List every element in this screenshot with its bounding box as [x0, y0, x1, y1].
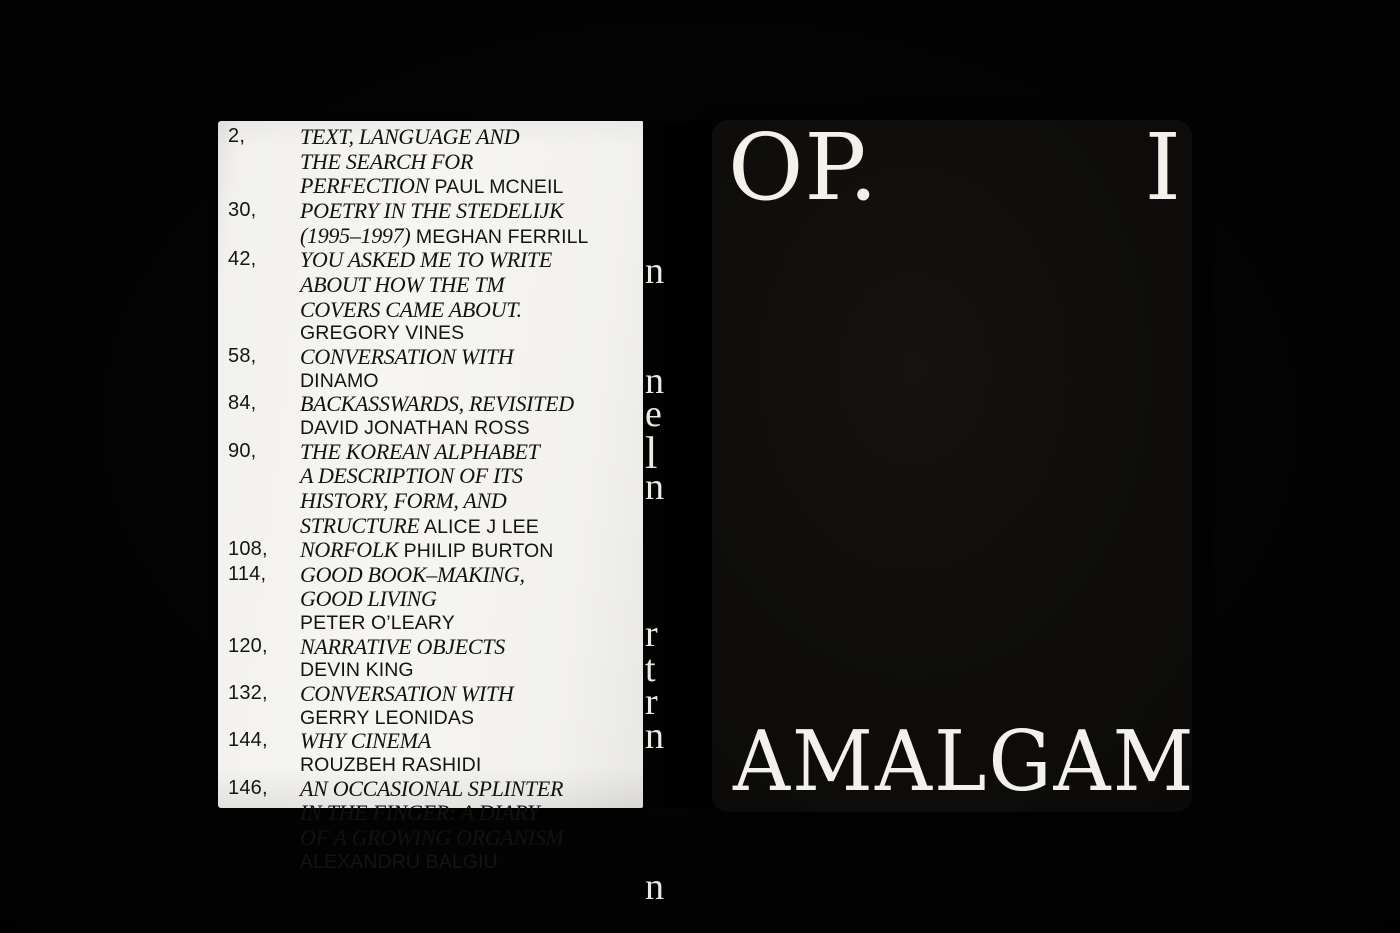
toc-line: [300, 512, 639, 540]
toc-entry: [228, 393, 639, 440]
gutter-ghost-letter: r: [645, 613, 658, 655]
toc-entry: [228, 126, 639, 200]
toc-entry-lines: [300, 393, 639, 440]
toc-line: [300, 343, 639, 371]
toc-title-segment: POETRY IN THE STEDELIJK: [300, 197, 564, 223]
toc-entry-lines: [300, 249, 639, 346]
toc-title-segment: GOOD LIVING: [300, 586, 437, 612]
toc-page-number: 144,: [228, 729, 268, 752]
toc-line: [300, 148, 639, 176]
toc-author: GREGORY VINES: [300, 322, 465, 345]
gutter-ghost-letter: n: [645, 866, 664, 908]
toc-title-segment: HISTORY, FORM, AND: [300, 487, 507, 513]
toc-entry: [228, 683, 639, 730]
toc-line: [300, 197, 639, 225]
toc-line: [300, 539, 639, 564]
toc-line: [300, 438, 639, 466]
toc-line: [300, 487, 639, 515]
toc-line: [300, 323, 639, 346]
toc-entry-lines: [300, 343, 639, 393]
gutter-ghost-letter: n: [645, 715, 664, 757]
toc-entry-lines: [300, 197, 639, 249]
toc-line: [300, 633, 639, 661]
toc-title-segment: A DESCRIPTION OF ITS: [300, 463, 523, 489]
toc-entry-lines: [300, 438, 639, 540]
toc-title-segment: GOOD BOOK–MAKING,: [300, 561, 525, 587]
toc-line: [300, 126, 639, 151]
toc-page-number: 2,: [228, 125, 246, 147]
toc-line: [300, 660, 639, 683]
toc-entry-lines: [300, 683, 639, 730]
toc-page: [218, 121, 643, 873]
toc-line: [300, 561, 639, 589]
toc-line: [300, 371, 639, 394]
toc-line: [300, 175, 639, 200]
toc-entry-lines: [300, 633, 639, 683]
toc-author: PAUL MCNEIL: [429, 176, 564, 199]
toc-title-segment: YOU ASKED ME TO WRITE: [300, 247, 553, 273]
toc-title-segment: TEXT, LANGUAGE AND: [300, 124, 520, 149]
table-of-contents: [228, 126, 639, 874]
issue-numeral: I: [1144, 114, 1181, 221]
toc-title-segment: NARRATIVE OBJECTS: [300, 633, 505, 659]
toc-entry: [228, 343, 639, 393]
toc-line: [300, 802, 639, 827]
toc-title-segment: WHY CINEMA: [300, 728, 431, 754]
toc-author: GERRY LEONIDAS: [300, 706, 475, 729]
toc-line: [300, 393, 639, 418]
toc-entry: [228, 561, 639, 636]
toc-entry: [228, 539, 639, 564]
toc-author: PHILIP BURTON: [398, 540, 554, 563]
toc-line: [300, 418, 639, 441]
toc-entry: [228, 775, 639, 875]
toc-title-segment: IN THE FINGER: A DIARY: [300, 800, 540, 826]
toc-line: [300, 296, 639, 324]
masthead-title: OP.: [728, 114, 879, 221]
toc-line: [300, 613, 639, 636]
toc-line: [300, 730, 639, 755]
toc-line: [300, 827, 639, 852]
page-gutter: [643, 121, 712, 908]
toc-page-number: 120,: [228, 634, 268, 657]
gutter-ghost-letter: n: [645, 250, 664, 292]
gutter-ghost-letter: r: [645, 681, 658, 723]
toc-title-segment: CONVERSATION WITH: [300, 681, 514, 707]
toc-title-segment: THE SEARCH FOR: [300, 148, 474, 174]
toc-line: [300, 683, 639, 708]
toc-entry: [228, 438, 639, 540]
toc-author: ALEXANDRU BALGIU: [300, 850, 498, 873]
toc-line: [300, 775, 639, 803]
toc-page-number: 90,: [228, 439, 257, 462]
toc-page-number: 42,: [228, 248, 257, 271]
toc-entry: [228, 197, 639, 249]
toc-line: [300, 271, 639, 299]
toc-line: [300, 249, 639, 274]
toc-title-segment: BACKASSWARDS, REVISITED: [300, 391, 574, 417]
toc-title-segment: STRUCTURE: [300, 512, 420, 538]
gutter-ghost-letter: n: [645, 466, 664, 508]
toc-page-number: 146,: [228, 776, 268, 799]
toc-page-number: 58,: [228, 344, 257, 367]
toc-entry-lines: [300, 539, 639, 564]
toc-author: PETER O’LEARY: [300, 612, 455, 635]
cover-title: AMALGAM: [733, 713, 1196, 811]
toc-line: [300, 708, 639, 731]
toc-title-segment: AN OCCASIONAL SPLINTER: [300, 775, 564, 801]
toc-author: ALICE J LEE: [419, 515, 539, 538]
toc-author: DEVIN KING: [300, 659, 414, 682]
toc-entry: [228, 249, 639, 346]
toc-title-segment: CONVERSATION WITH: [300, 343, 514, 369]
cover-page: [712, 114, 1196, 812]
toc-line: [300, 852, 639, 875]
toc-line: [300, 222, 639, 250]
toc-entry: [228, 633, 639, 683]
toc-author: MEGHAN FERRILL: [410, 225, 589, 248]
toc-author: DAVID JONATHAN ROSS: [300, 416, 530, 439]
toc-entry-lines: [300, 775, 639, 875]
toc-entry-lines: [300, 561, 639, 636]
gutter-ghost-letter: e: [645, 393, 662, 435]
gutter-ghost-letter: l: [645, 428, 658, 478]
toc-line: [300, 588, 639, 613]
toc-author: ROUZBEH RASHIDI: [300, 754, 482, 777]
toc-title-segment: COVERS CAME ABOUT.: [300, 296, 522, 322]
toc-page-number: 108,: [228, 538, 268, 561]
toc-title-segment: OF A GROWING ORGANISM: [300, 825, 564, 851]
toc-line: [300, 755, 639, 778]
toc-entry-lines: [300, 126, 639, 200]
toc-title-segment: NORFOLK: [300, 537, 399, 563]
toc-title-segment: PERFECTION: [300, 173, 429, 199]
toc-entry: [228, 730, 639, 777]
gutter-ghost-letter: t: [645, 648, 656, 690]
gutter-ghost-letter: n: [645, 360, 664, 402]
toc-entry-lines: [300, 730, 639, 777]
toc-title-segment: (1995–1997): [300, 222, 411, 248]
toc-title-segment: THE KOREAN ALPHABET: [300, 438, 540, 464]
toc-author: DINAMO: [300, 369, 379, 392]
toc-page-number: 30,: [228, 198, 257, 221]
toc-page-number: 132,: [228, 682, 268, 705]
toc-page-number: 84,: [228, 392, 257, 415]
toc-page-number: 114,: [228, 562, 267, 585]
toc-title-segment: ABOUT HOW THE TM: [300, 271, 505, 297]
toc-line: [300, 465, 639, 490]
